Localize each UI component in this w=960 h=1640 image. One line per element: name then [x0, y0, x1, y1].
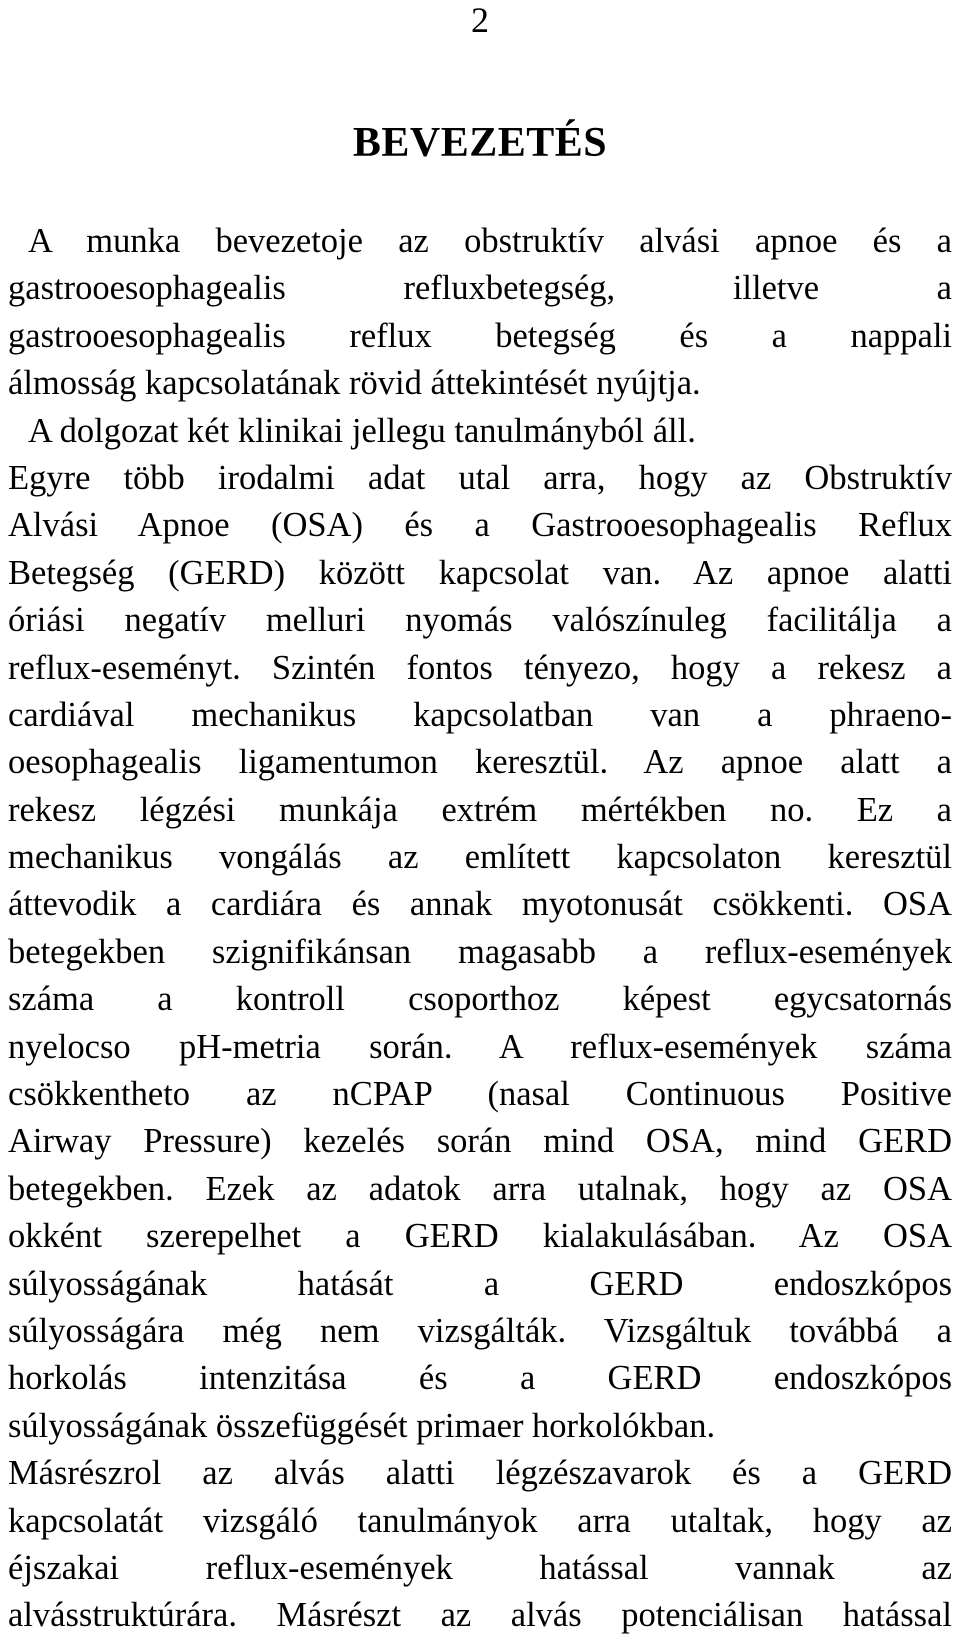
- text-line: A munka bevezetoje az obstruktív alvási apnoe és a: [28, 222, 952, 260]
- text-line: betegekben szignifikánsan magasabb a reflux-események: [8, 932, 952, 971]
- text-line: óriási negatív melluri nyomás valószínuleg facilitálja a: [8, 601, 952, 640]
- page-number: 2: [471, 0, 489, 40]
- text-line: Betegség (GERD) között kapcsolat van. Az apnoe alatti: [8, 553, 952, 592]
- text-line: mechanikus vongálás az említett kapcsolaton keresztül: [8, 838, 952, 877]
- text-line: száma a kontroll csoporthoz képest egycsatornás: [8, 980, 952, 1019]
- text-line: Másrészrol az alvás alatti légzészavarok és a GERD: [8, 1454, 952, 1493]
- text-line: súlyosságára még nem vizsgálták. Vizsgáltuk továbbá a: [8, 1311, 952, 1350]
- text-line: nyelocso pH-metria során. A reflux-események száma: [8, 1027, 952, 1066]
- text-line: súlyosságának összefüggését primaer horkolókban.: [8, 1406, 716, 1445]
- text-line: éjszakai reflux-események hatással vannak az: [8, 1548, 952, 1587]
- text-line: A dolgozat két klinikai jellegu tanulmányból áll.: [28, 411, 696, 450]
- text-line: kapcsolatát vizsgáló tanulmányok arra utaltak, hogy az: [8, 1501, 952, 1540]
- text-line: betegekben. Ezek az adatok arra utalnak, hogy az OSA: [8, 1169, 952, 1208]
- text-line: súlyosságának hatását a GERD endoszkópos: [8, 1264, 952, 1303]
- text-line: rekesz légzési munkája extrém mértékben no. Ez a: [8, 790, 952, 829]
- text-line: okként szerepelhet a GERD kialakulásában. Az OSA: [8, 1217, 952, 1256]
- text-line: gastrooesophagealis refluxbetegség, illetve a: [8, 269, 952, 308]
- body-paragraph: [8, 218, 952, 1640]
- text-line: reflux-eseményt. Szintén fontos tényezo, hogy a rekesz a: [8, 648, 952, 687]
- text-line: Egyre több irodalmi adat utal arra, hogy az Obstruktív: [8, 458, 952, 497]
- section-heading: BEVEZETÉS: [352, 120, 608, 166]
- text-line: oesophagealis ligamentumon keresztül. Az apnoe alatt a: [8, 743, 952, 782]
- text-line: gastrooesophagealis reflux betegség és a nappali: [8, 316, 952, 355]
- text-line: horkolás intenzitása és a GERD endoszkópos: [8, 1359, 952, 1398]
- text-line: csökkentheto az nCPAP (nasal Continuous Positive: [8, 1075, 952, 1114]
- text-line: álmosság kapcsolatának rövid áttekintését nyújtja.: [8, 364, 701, 403]
- text-line: alvásstruktúrára. Másrészt az alvás potenciálisan hatással: [8, 1596, 952, 1635]
- text-line: Alvási Apnoe (OSA) és a Gastrooesophagealis Reflux: [8, 506, 952, 545]
- text-line: Airway Pressure) kezelés során mind OSA, mind GERD: [8, 1122, 952, 1161]
- text-line: áttevodik a cardiára és annak myotonusát csökkenti. OSA: [8, 885, 952, 924]
- text-line: cardiával mechanikus kapcsolatban van a phraeno-: [8, 695, 952, 734]
